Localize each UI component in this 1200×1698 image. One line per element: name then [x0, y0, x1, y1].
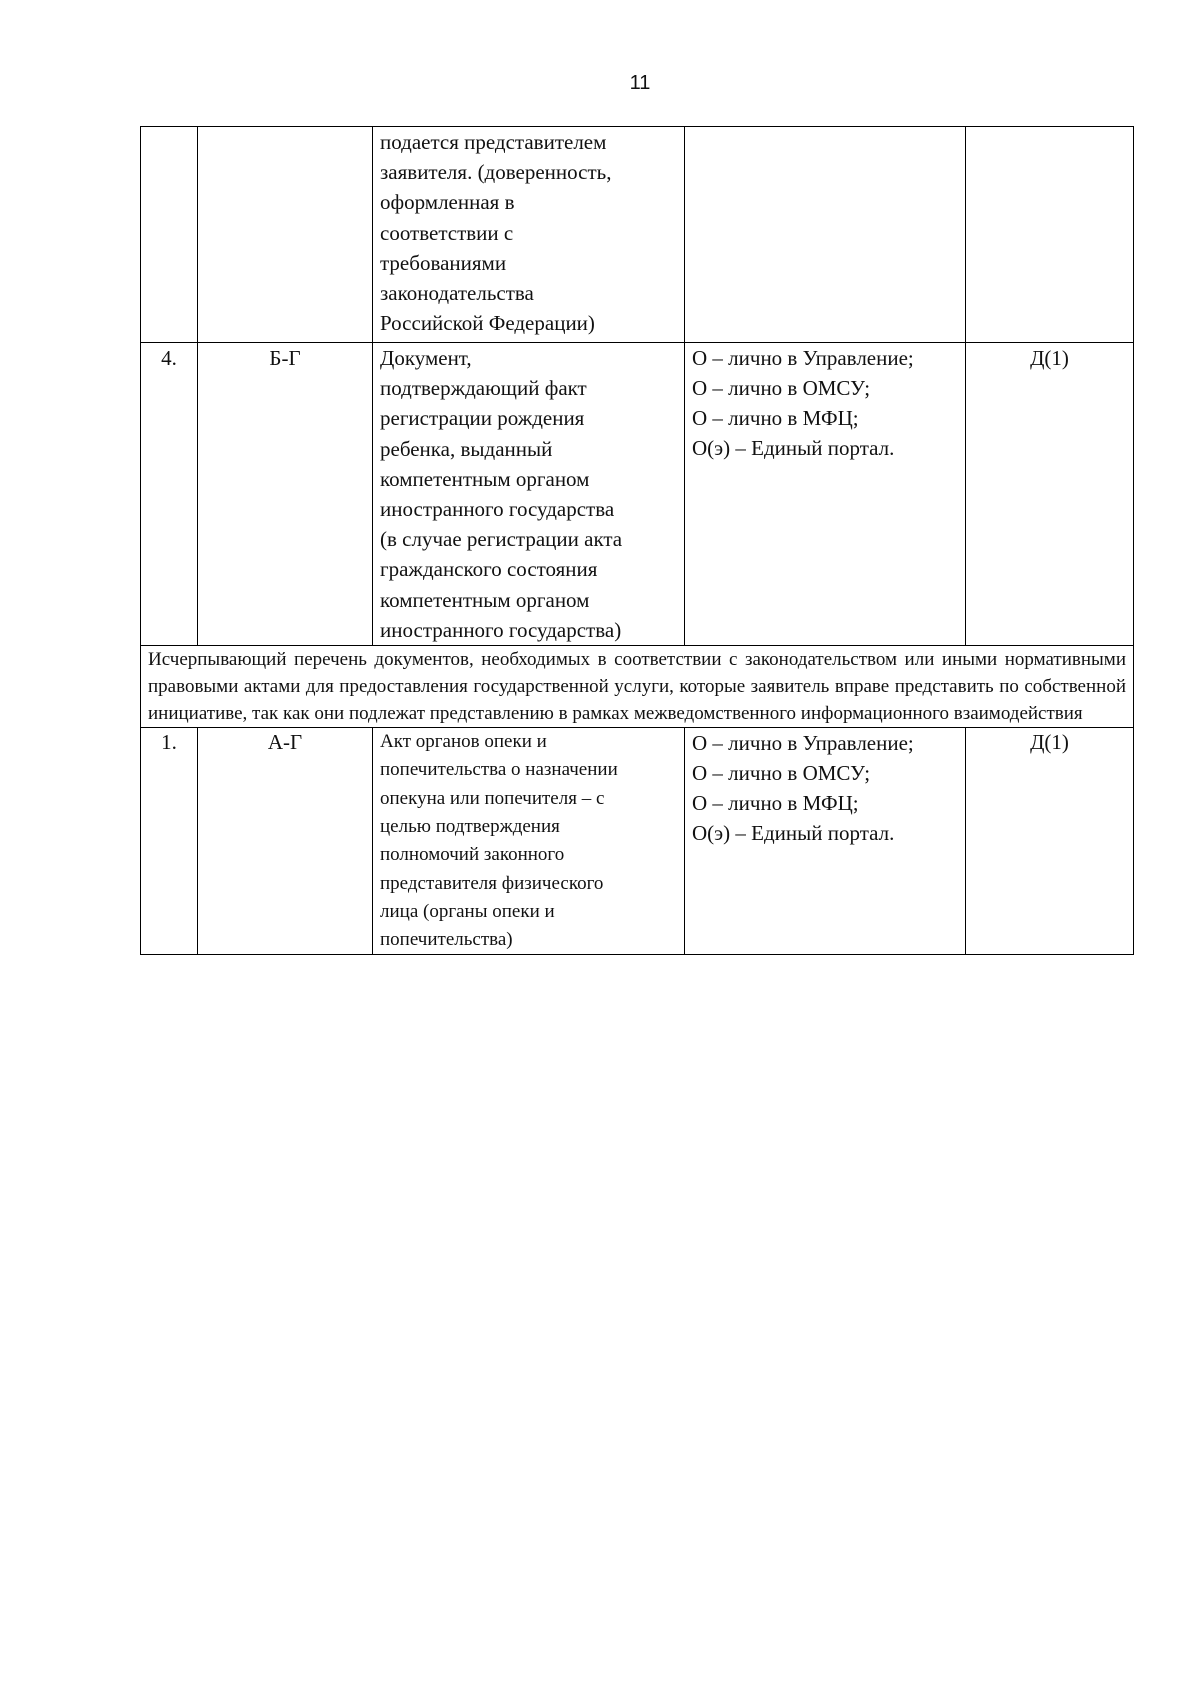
- document-line: представителя физического: [380, 872, 604, 894]
- document-line: требованиями: [380, 250, 507, 275]
- document-line: ребенка, выданный: [380, 436, 553, 461]
- section-header-row: [141, 646, 1134, 728]
- document-line: регистрации рождения: [380, 406, 585, 431]
- cell-applicant: А-Г: [198, 728, 373, 955]
- cell-document: [373, 127, 685, 343]
- method-line: О – лично в МФЦ;: [692, 791, 859, 816]
- document-line: лица (органы опеки и: [380, 900, 555, 922]
- document-line: целью подтверждения: [380, 815, 560, 837]
- method-line: О – лично в Управление;: [692, 346, 914, 370]
- document-line: законодательства: [380, 281, 534, 306]
- documents-table: [140, 126, 1134, 955]
- document-line: гражданского состояния: [380, 557, 598, 582]
- cell-num: 4.: [141, 343, 198, 646]
- cell-applicant: [198, 127, 373, 343]
- document-line: Документ,: [380, 346, 472, 370]
- method-line: О – лично в ОМСУ;: [692, 761, 871, 786]
- document-line: (в случае регистрации акта: [380, 527, 623, 552]
- document-line: компетентным органом: [380, 587, 590, 612]
- section-header: Исчерпывающий перечень документов, необходимых в соответствии с законодательством или иными нормативными правовыми актами для предоставления государственной услуги, которые заявитель вправе представить по собственной инициативе, так как они подлежат представлению в рамках межведомственного информационного взаимодействия: [141, 646, 1134, 728]
- cell-form: [966, 127, 1134, 343]
- method-line: О – лично в МФЦ;: [692, 406, 859, 430]
- cell-method: [685, 127, 966, 343]
- document-line: иностранного государства): [380, 617, 622, 642]
- table-row-1: [141, 728, 1134, 955]
- document-line: подтверждающий факт: [380, 376, 587, 401]
- cell-applicant: Б-Г: [198, 343, 373, 646]
- document-line: попечительства о назначении: [380, 759, 618, 781]
- document-line: оформленная в: [380, 190, 515, 215]
- document-line: компетентным органом: [380, 466, 590, 491]
- cell-num: 1.: [141, 728, 198, 955]
- method-line: О – лично в Управление;: [692, 731, 914, 756]
- table-row-continued: [141, 127, 1134, 343]
- method-line: О(э) – Единый портал.: [692, 436, 895, 460]
- document-line: Акт органов опеки и: [380, 731, 547, 753]
- cell-method: [685, 343, 966, 646]
- page-number: 11: [629, 72, 651, 94]
- document-line: соответствии с: [380, 220, 514, 245]
- document-line: полномочий законного: [380, 844, 565, 866]
- cell-form: Д(1): [966, 728, 1134, 955]
- document-line: подается представителем: [380, 130, 607, 154]
- document-line: опекуна или попечителя – с: [380, 787, 605, 809]
- document-line: попечительства): [380, 929, 513, 951]
- cell-form: Д(1): [966, 343, 1134, 646]
- method-line: О(э) – Единый портал.: [692, 821, 895, 846]
- cell-num: [141, 127, 198, 343]
- document-line: заявителя. (доверенность,: [380, 160, 612, 185]
- cell-method: [685, 728, 966, 955]
- method-line: О – лично в ОМСУ;: [692, 376, 871, 400]
- cell-document: [373, 728, 685, 955]
- document-line: иностранного государства: [380, 497, 615, 522]
- table-row-4: [141, 343, 1134, 646]
- document-line: Российской Федерации): [380, 311, 595, 336]
- cell-document: [373, 343, 685, 646]
